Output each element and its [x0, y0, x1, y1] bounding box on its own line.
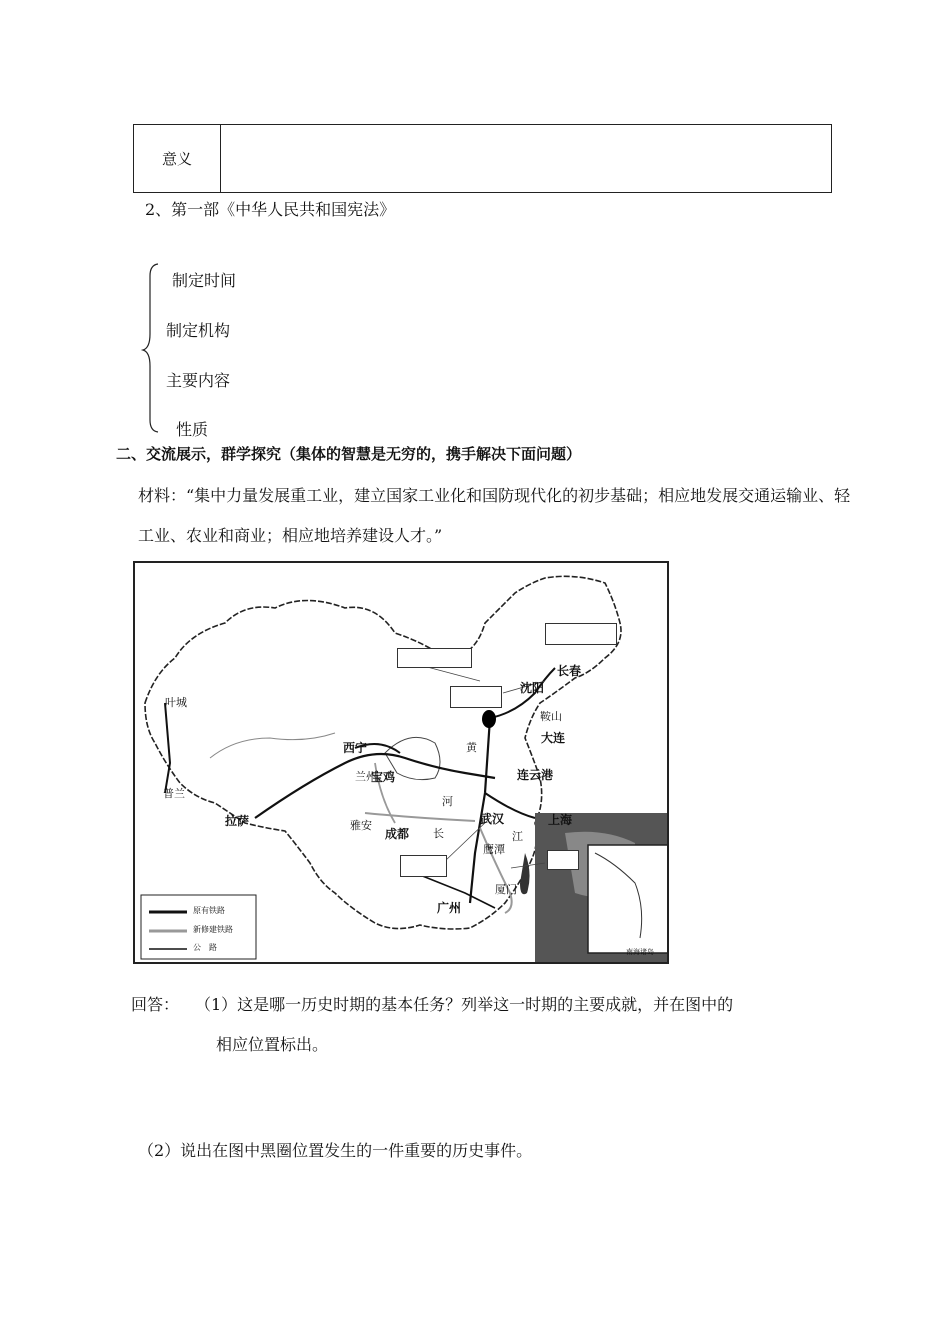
constitution-item-content: 主要内容: [166, 371, 231, 390]
city-shenyang: 沈阳: [520, 681, 545, 695]
city-yecheng: 叶城: [165, 696, 187, 709]
significance-answer-cell[interactable]: [221, 125, 832, 193]
city-anshan: 鞍山: [540, 710, 562, 723]
q1-prefix: 回答：: [131, 995, 180, 1014]
section2-title: 二、交流展示，群学探究（集体的智慧是无穷的，携手解决下面问题）: [116, 445, 582, 463]
black-circle-marker: [482, 710, 496, 728]
constitution-heading: 2、第一部《中华人民共和国宪法》: [145, 200, 396, 219]
curly-brace: [140, 262, 162, 434]
river-huang: 黄: [466, 741, 477, 754]
city-yaan: 雅安: [350, 819, 372, 832]
constitution-item-nature: 性质: [176, 420, 209, 439]
city-lasa: 拉萨: [225, 814, 250, 828]
city-lianyungang: 连云港: [517, 768, 554, 782]
city-changchun: 长春: [557, 664, 582, 678]
material-line-2: 工业、农业和商业；相应地培养建设人才。”: [138, 526, 443, 545]
map-answer-box-2[interactable]: [397, 648, 472, 668]
legend-highway: 公 路: [193, 943, 217, 952]
map-answer-box-4[interactable]: [400, 855, 447, 877]
river-chang: 长: [433, 827, 444, 840]
significance-label: 意义: [134, 125, 221, 193]
city-dalian: 大连: [541, 731, 566, 745]
city-guangzhou: 广州: [437, 901, 462, 915]
city-shanghai: 上海: [548, 813, 573, 827]
river-he: 河: [442, 795, 453, 808]
city-lanzhou: 兰州: [355, 770, 377, 783]
constitution-item-body: 制定机构: [166, 321, 231, 340]
city-wuhan: 武汉: [480, 812, 505, 826]
inset-label: 南海诸岛: [626, 948, 654, 956]
city-xining: 西宁: [343, 741, 368, 755]
river-jiang: 江: [512, 830, 523, 843]
city-xiamen: 厦门: [495, 883, 517, 896]
map-answer-box-1[interactable]: [545, 623, 617, 645]
q1-line-2: 相应位置标出。: [216, 1035, 329, 1054]
constitution-item-time: 制定时间: [172, 271, 237, 290]
city-chengdu: 成都: [385, 827, 410, 841]
q2-text: （2）说出在图中黑圈位置发生的一件重要的历史事件。: [138, 1141, 533, 1160]
map-answer-box-5[interactable]: [547, 850, 579, 870]
city-yingtan: 鹰潭: [483, 843, 505, 856]
legend-old-railway: 原有铁路: [193, 906, 225, 915]
material-line-1: 材料：“集中力量发展重工业，建立国家工业化和国防现代化的初步基础；相应地发展交通运输业、轻: [138, 486, 851, 505]
map-answer-box-3[interactable]: [450, 686, 502, 708]
q1-line-1: （1）这是哪一历史时期的基本任务？列举这一时期的主要成就，并在图中的: [195, 995, 734, 1014]
city-pulan: 普兰: [163, 787, 185, 800]
significance-table: [133, 124, 832, 193]
city-baoji: 宝鸡: [371, 770, 396, 784]
legend-new-railway: 新修建铁路: [193, 925, 233, 934]
china-map: [133, 561, 669, 964]
